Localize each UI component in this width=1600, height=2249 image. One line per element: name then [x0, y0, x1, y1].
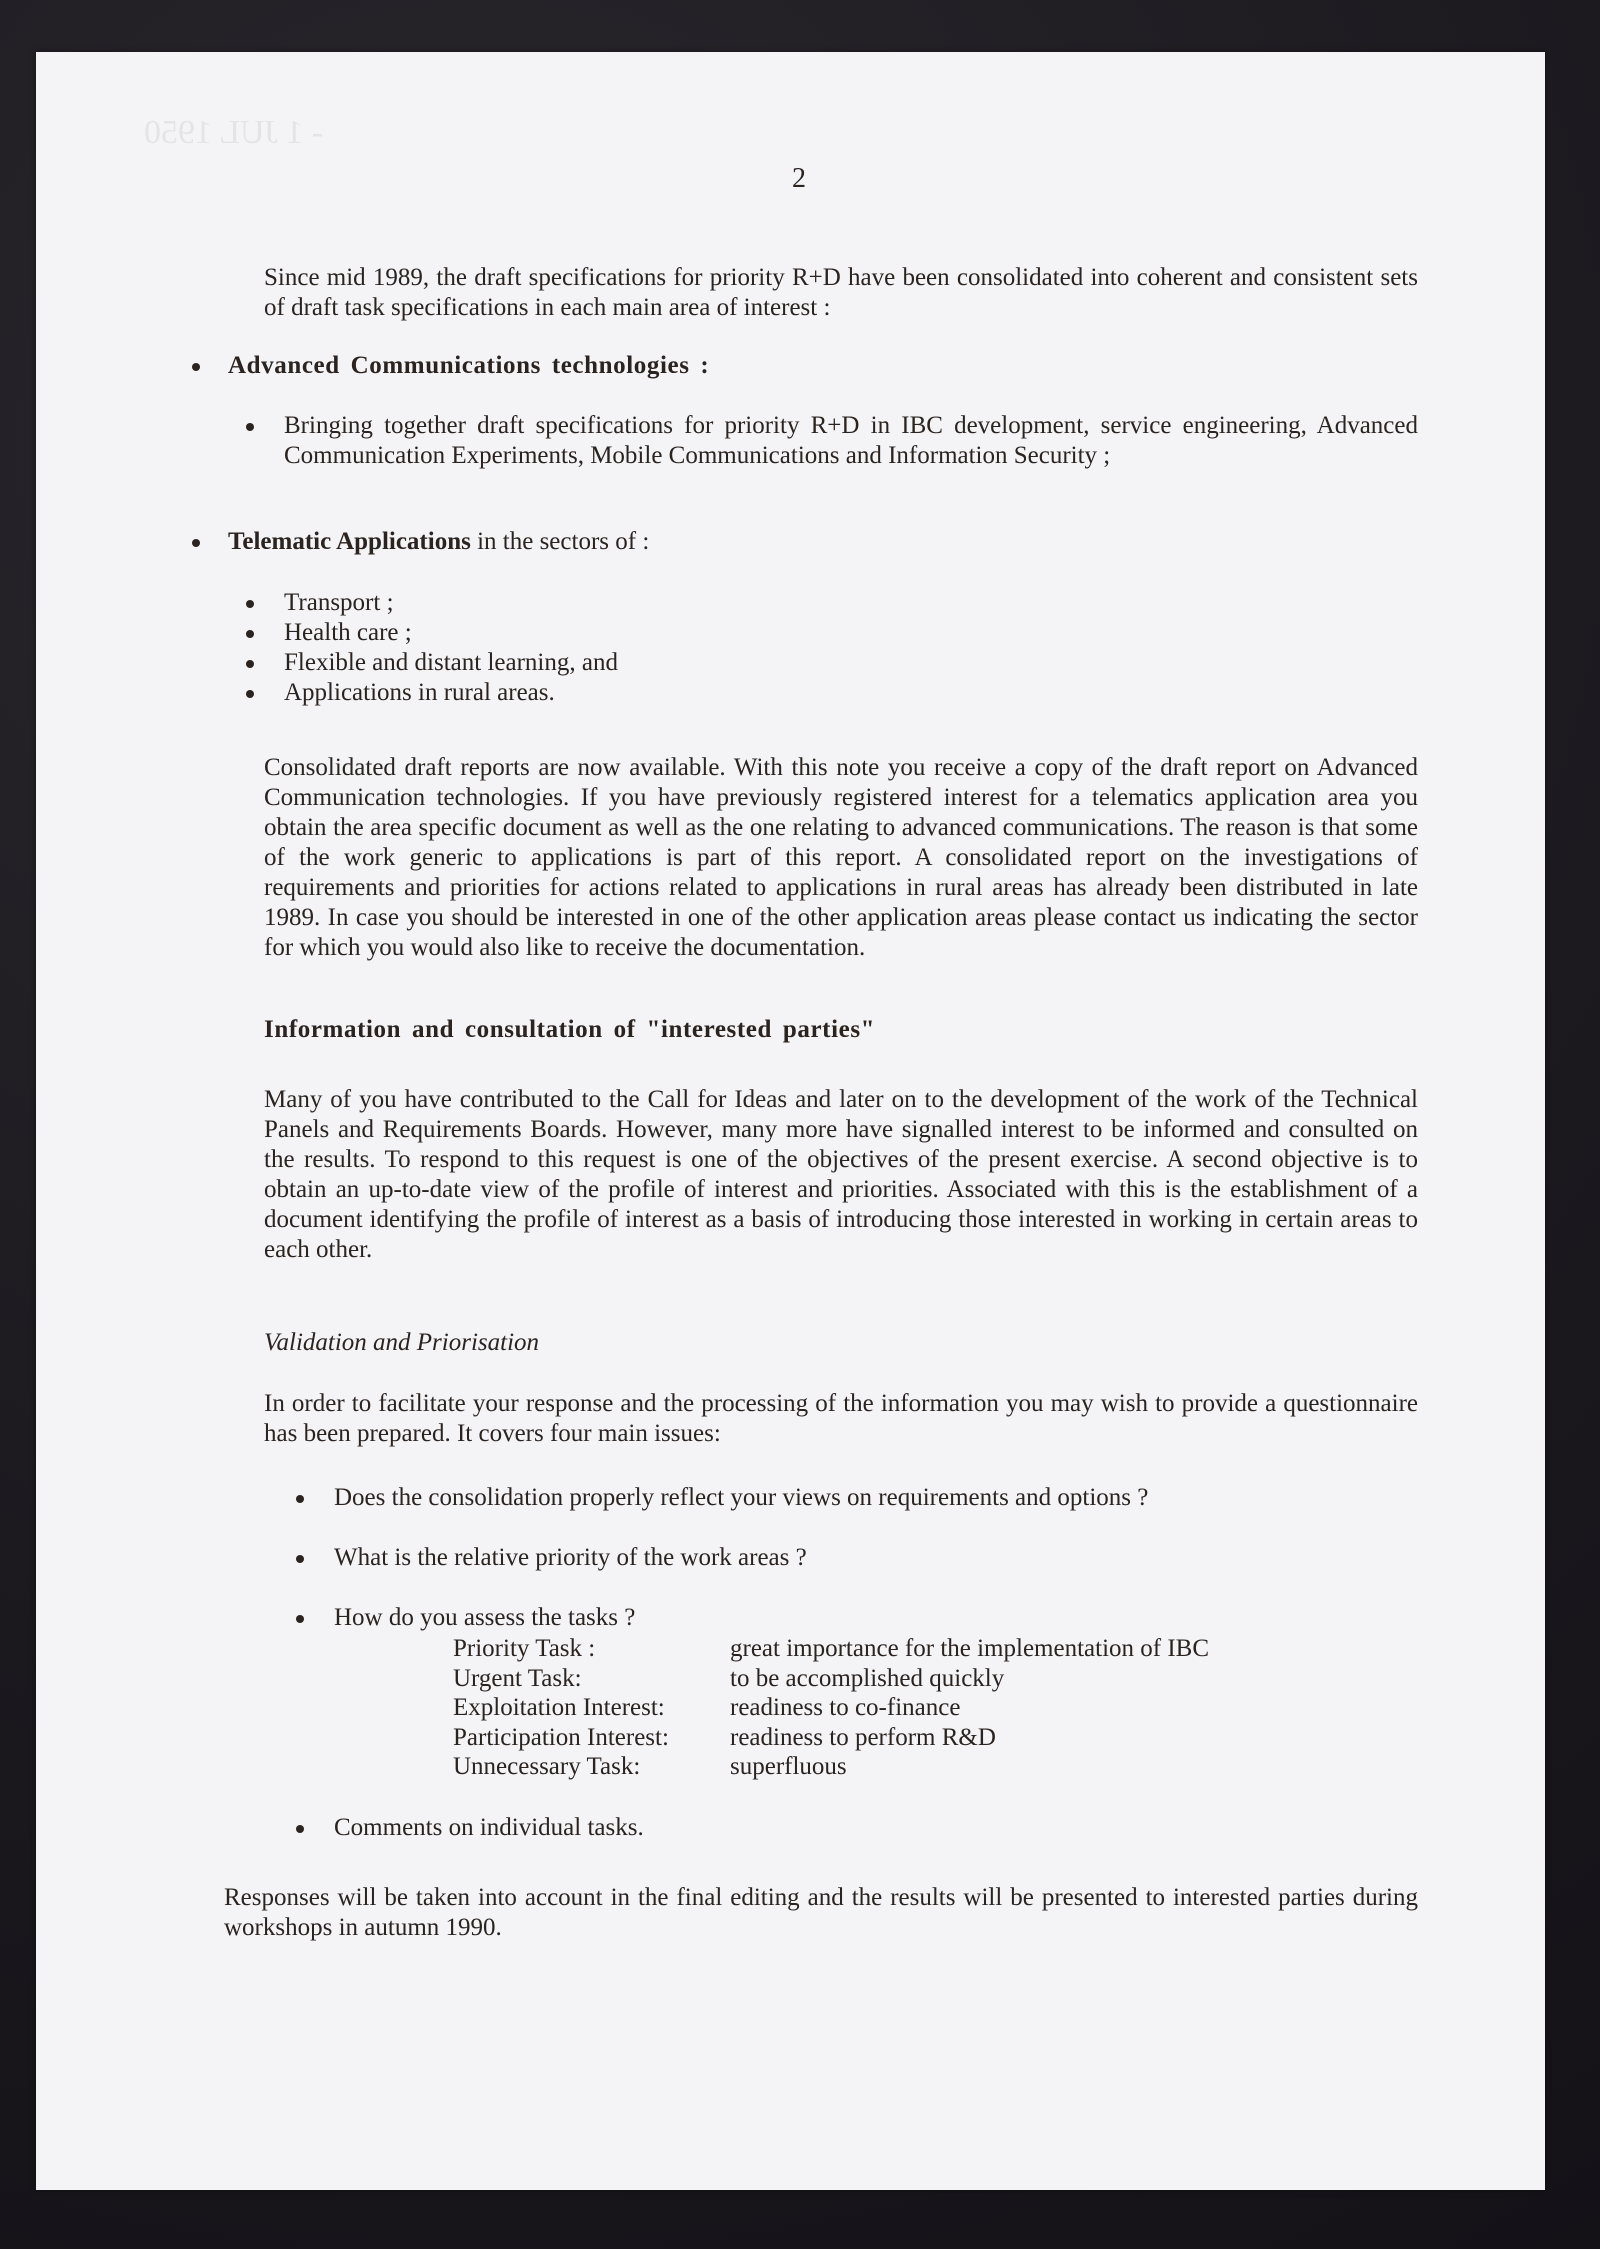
task-definitions-table — [453, 1634, 1209, 1782]
issue-item — [334, 1603, 635, 1633]
bullet-icon — [246, 630, 254, 638]
bullet-icon — [192, 539, 200, 547]
task-definition: great importance for the implementation of IBC — [730, 1635, 1210, 1662]
task-row — [453, 1752, 1209, 1782]
telematics-list — [284, 588, 618, 708]
list-item — [284, 588, 618, 618]
info-paragraph: Many of you have contributed to the Call for Ideas and later on to the development of the work of the Technical Panels and Requirements Boards. However, many more have signalled interest to be informed and consulted on the results. To respond to this request is one of the objectives of the present exercise. A second objective is to obtain an up-to-date view of the profile of interest and priorities. Associated with this is the establishment of a document identifying the profile of interest as a basis of introducing those interested in working in certain areas to each other. — [264, 1086, 1418, 1263]
section-acts-title: Advanced Communications technologies : — [228, 352, 710, 379]
section-telematics-title: Telematic Applications — [228, 528, 471, 555]
task-row — [453, 1723, 1209, 1753]
issue-text: Does the consolidation properly reflect your views on requirements and options ? — [334, 1484, 1149, 1511]
task-definition: readiness to perform R&D — [730, 1723, 996, 1751]
list-item — [284, 618, 618, 648]
bullet-icon — [296, 1825, 304, 1833]
bullet-icon — [192, 363, 200, 371]
bullet-icon — [296, 1495, 304, 1503]
section-telematics — [228, 527, 649, 557]
list-item-text: Transport ; — [284, 589, 394, 616]
task-term: Exploitation Interest: — [453, 1694, 665, 1721]
task-row — [453, 1634, 1209, 1664]
intro-paragraph: Since mid 1989, the draft specifications for priority R+D have been consolidated into coherent and consistent sets of draft task specifications in each main area of interest : — [264, 264, 1418, 321]
task-term: Participation Interest: — [453, 1723, 669, 1751]
list-item — [284, 678, 618, 708]
validation-heading: Validation and Priorisation — [264, 1329, 540, 1356]
bullet-icon — [296, 1555, 304, 1563]
consolidated-paragraph: Consolidated draft reports are now available. With this note you receive a copy of the draft report on Advanced Communication technologies. If you have previously registered interest for a telematics application area you obtain the area specific document as well as the one relating to advanced communications. The reason is that some of the work generic to applications is part of this report. A consolidated report on the investigations of requirements and priorities for actions related to applications in rural areas has already been distributed in late 1989. In case you should be interested in one of the other application areas please contact us indicating the sector for which you would also like to receive the documentation. — [264, 754, 1418, 961]
bullet-icon — [246, 423, 254, 431]
task-term: Priority Task : — [453, 1635, 596, 1662]
task-term: Urgent Task: — [453, 1664, 582, 1692]
section-acts-item-text: Bringing together draft specifications for priority R+D in IBC development, service engineering, Advanced Communication Experiments, Mobile Communications and Information Security ; — [284, 412, 1418, 469]
bullet-icon — [296, 1615, 304, 1623]
closing-paragraph: Responses will be taken into account in the final editing and the results will be presented to interested parties during workshops in autumn 1990. — [224, 1884, 1418, 1941]
list-item — [284, 648, 618, 678]
document-page — [36, 52, 1545, 2190]
list-item-text: Applications in rural areas. — [284, 679, 555, 706]
issue-item — [334, 1543, 807, 1573]
task-row — [453, 1693, 1209, 1723]
bullet-icon — [246, 600, 254, 608]
info-heading: Information and consultation of "interested parties" — [264, 1016, 876, 1043]
issue-text: Comments on individual tasks. — [334, 1814, 644, 1841]
page-number: 2 — [792, 163, 806, 194]
task-definition: readiness to co-finance — [730, 1694, 961, 1721]
section-acts — [228, 351, 709, 381]
issue-text: What is the relative priority of the work areas ? — [334, 1544, 807, 1571]
validation-paragraph: In order to facilitate your response and the processing of the information you may wish to provide a questionnaire has been prepared. It covers four main issues: — [264, 1390, 1418, 1447]
bullet-icon — [246, 660, 254, 668]
bleed-through-stamp: - 1 JUL 1950 — [144, 114, 324, 151]
list-item-text: Flexible and distant learning, and — [284, 649, 618, 676]
task-term: Unnecessary Task: — [453, 1753, 641, 1780]
issue-item — [334, 1813, 644, 1843]
issue-text: How do you assess the tasks ? — [334, 1604, 636, 1631]
section-telematics-title-rest: in the sectors of : — [470, 528, 650, 555]
task-definition: to be accomplished quickly — [730, 1664, 1005, 1692]
bullet-icon — [246, 690, 254, 698]
task-row — [453, 1664, 1209, 1694]
issue-item — [334, 1483, 1148, 1513]
section-acts-item — [284, 411, 1418, 471]
task-definition: superfluous — [730, 1753, 847, 1780]
list-item-text: Health care ; — [284, 619, 412, 646]
